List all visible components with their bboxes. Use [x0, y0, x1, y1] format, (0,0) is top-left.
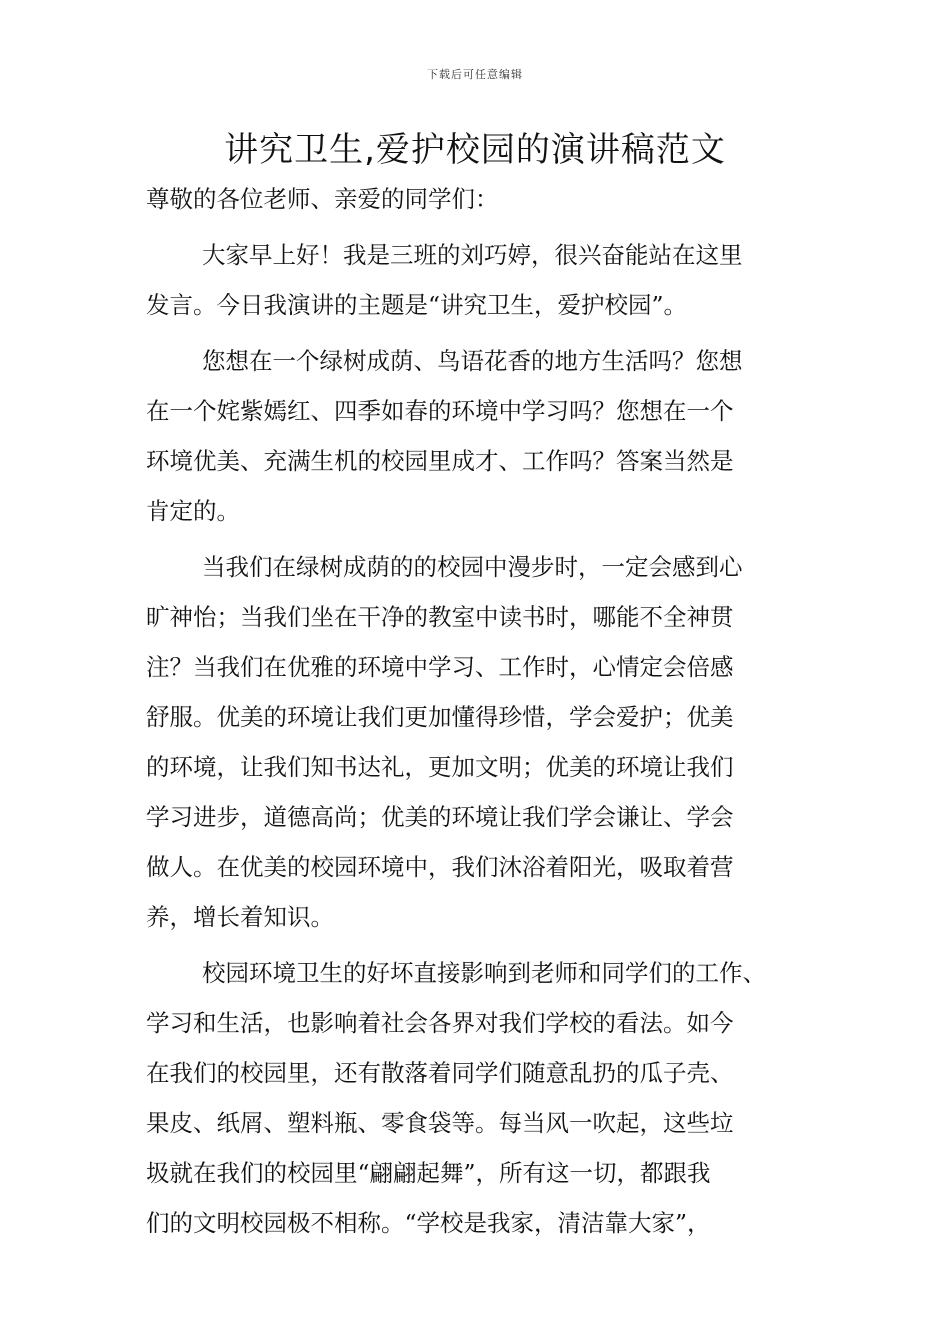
text-line: 发言。今日我演讲的主题是“讲究卫生，爱护校园”。 [146, 291, 688, 319]
text-line: 尊敬的各位老师、亲爱的同学们： [146, 185, 499, 213]
text-line: 的环境，让我们知书达礼，更加文明；优美的环境让我们 [146, 753, 734, 781]
text-line: 做人。在优美的校园环境中，我们沐浴着阳光，吸取着营 [146, 853, 734, 881]
text-line: 在我们的校园里，还有散落着同学们随意乱扔的瓜子壳、 [146, 1059, 734, 1087]
paragraph [146, 948, 806, 1248]
text-line: 圾就在我们的校园里“翩翩起舞”，所有这一切，都跟我 [146, 1159, 711, 1187]
text-line: 校园环境卫生的好坏直接影响到老师和同学们的工作、 [202, 959, 766, 987]
text-line: 果皮、纸屑、塑料瓶、零食袋等。每当风一吹起，这些垃 [146, 1109, 734, 1137]
header-note: 下载后可任意编辑 [427, 68, 523, 81]
text-line: 学习进步，道德高尚；优美的环境让我们学会谦让、学会 [146, 803, 734, 831]
paragraph-salutation [146, 174, 806, 224]
text-line: 您想在一个绿树成荫、鸟语花香的地方生活吗？您想 [202, 347, 743, 375]
document-body [146, 174, 806, 1248]
text-line: 旷神怡；当我们坐在干净的教室中读书时，哪能不全神贯 [146, 603, 734, 631]
paragraph [146, 542, 806, 942]
text-line: 注？当我们在优雅的环境中学习、工作时，心情定会倍感 [146, 653, 734, 681]
text-line: 环境优美、充满生机的校园里成才、工作吗？答案当然是 [146, 447, 734, 475]
text-line: 学习和生活，也影响着社会各界对我们学校的看法。如今 [146, 1009, 734, 1037]
text-line: 当我们在绿树成荫的的校园中漫步时，一定会感到心 [202, 553, 743, 581]
text-line: 肯定的。 [146, 497, 240, 525]
document-title: 讲究卫生,爱护校园的演讲稿范文 [224, 130, 726, 170]
text-line: 大家早上好！我是三班的刘巧婷，很兴奋能站在这里 [202, 241, 743, 269]
paragraph [146, 230, 806, 330]
paragraph [146, 336, 806, 536]
text-line: 舒服。优美的环境让我们更加懂得珍惜，学会爱护；优美 [146, 703, 734, 731]
text-line: 在一个姹紫嫣红、四季如春的环境中学习吗？您想在一个 [146, 397, 734, 425]
text-line: 养，增长着知识。 [146, 903, 334, 931]
text-line: 们的文明校园极不相称。“学校是我家，清洁靠大家”， [146, 1209, 711, 1237]
